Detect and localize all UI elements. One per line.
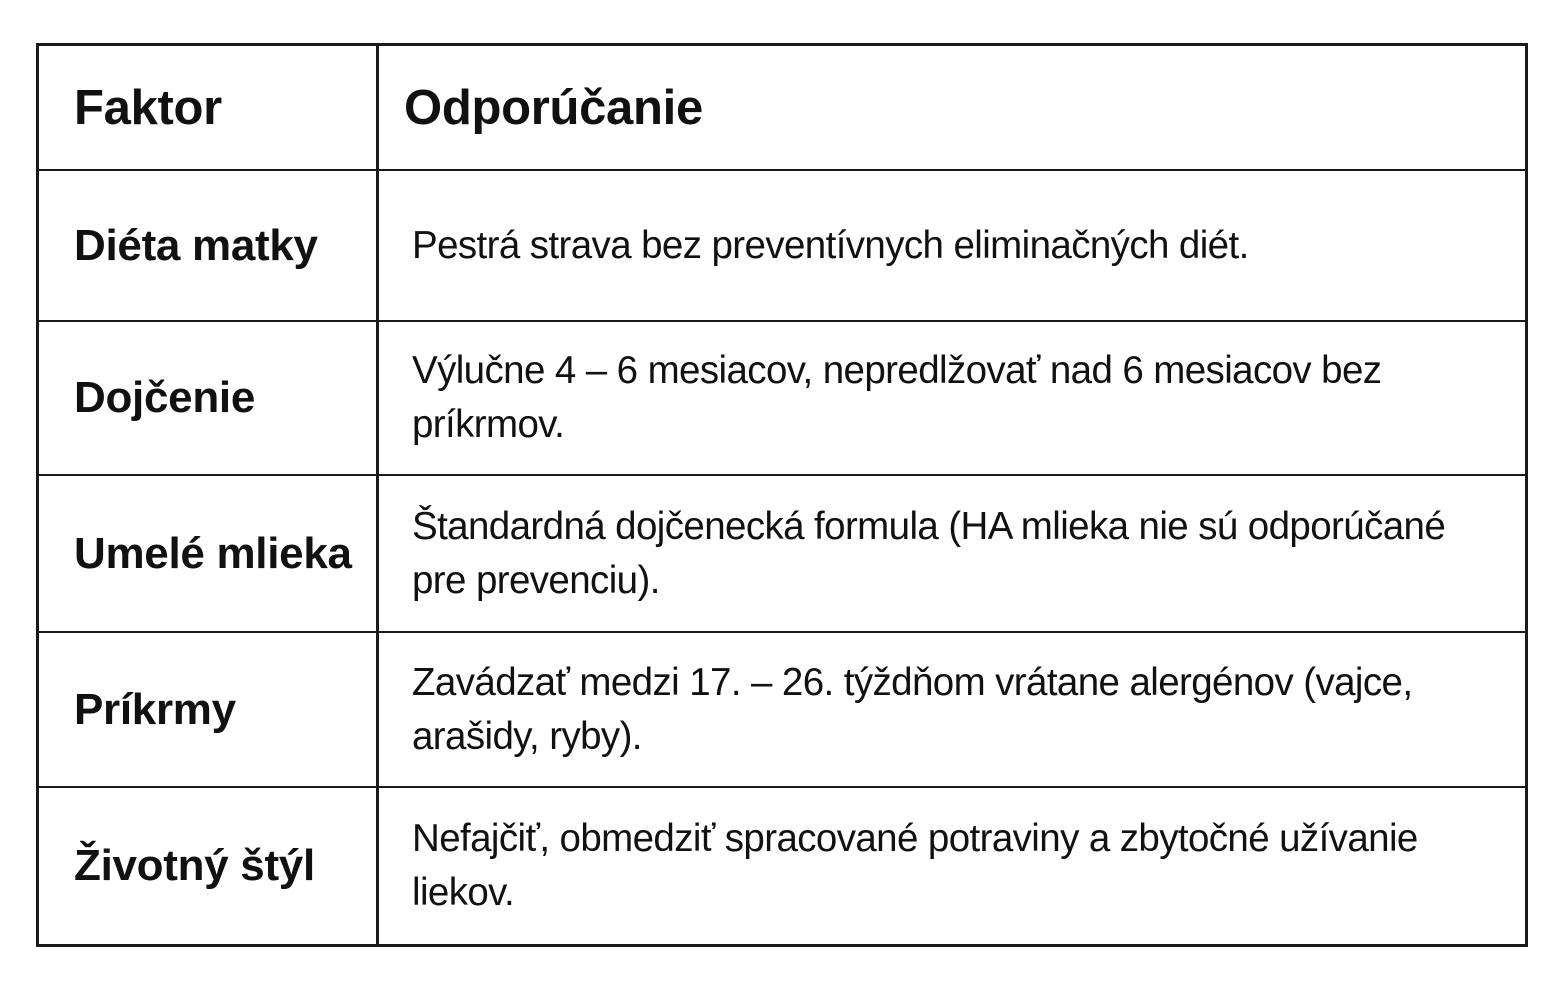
row-factor: Príkrmy bbox=[39, 633, 379, 788]
row-recommendation: Výlučne 4 – 6 mesiacov, nepredlžovať nad 6 mesiacov bez príkrmov. bbox=[379, 322, 1525, 476]
recommendation-table bbox=[36, 43, 1528, 947]
row-factor: Diéta matky bbox=[39, 171, 379, 322]
row-recommendation: Nefajčiť, obmedziť spracované potraviny a zbytočné užívanie liekov. bbox=[412, 817, 1418, 914]
row-factor: Dojčenie bbox=[39, 322, 379, 476]
header-recommendation: Odporúčanie bbox=[379, 46, 1525, 171]
row-recommendation: Zavádzať medzi 17. – 26. týždňom vrátane alergénov (vajce, arašidy, ryby). bbox=[379, 633, 1525, 788]
header-factor: Faktor bbox=[39, 46, 379, 171]
row-factor: Umelé mlieka bbox=[39, 476, 379, 633]
row-recommendation: Pestrá strava bez preventívnych eliminačných diét. bbox=[379, 171, 1525, 322]
row-recommendation: Štandardná dojčenecká formula (HA mlieka nie sú odporúčané pre prevenciu). bbox=[379, 476, 1525, 633]
row-factor: Životný štýl bbox=[39, 788, 379, 944]
